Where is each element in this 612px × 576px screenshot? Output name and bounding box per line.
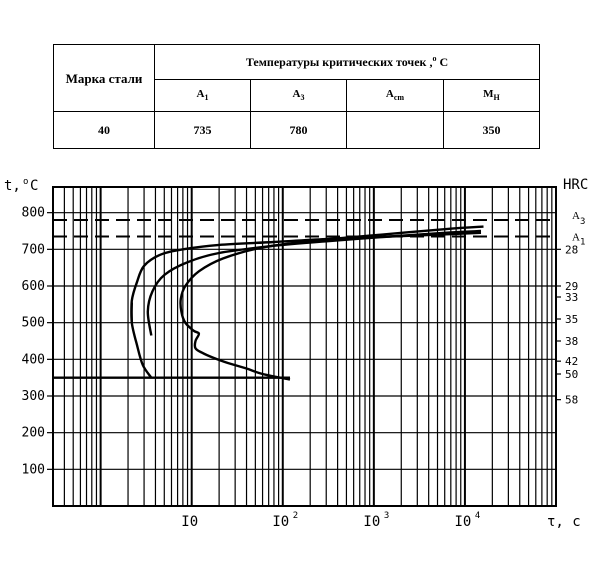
hrc-tick-label: 35 [565,313,579,326]
hrc-tick-label: 29 [565,280,579,293]
x-tick-label: I0 [363,514,381,530]
cell-a3: 780 [251,112,347,149]
col-a1-base: A [196,88,205,101]
y-tick-label: 500 [21,315,45,331]
col-acm-base: A [385,88,394,101]
x-tick-label: I0 [181,514,199,530]
cell-a1: 735 [155,112,251,149]
col-a3-base: A [292,88,301,101]
y-tick-label: 800 [21,205,45,221]
hrc-tick-label: 50 [565,368,579,381]
x-axis-label: τ, с [547,514,581,530]
y-tick-label: 600 [21,279,45,294]
y-tick-label: 100 [21,462,45,478]
col-acm-sub: cm [393,93,405,103]
hrc-tick-label: 28 [565,243,579,257]
cell-mh: 350 [443,112,539,149]
y-axis-label: t, [4,178,21,194]
hrc-tick-label: 38 [565,335,579,348]
x-tick-label: I0 [272,514,290,530]
x-tick-exponent: 4 [474,511,481,521]
y-tick-label: 700 [21,242,45,258]
y-tick-label: 200 [21,425,45,441]
y-tick-label: 400 [21,352,45,368]
critical-temps-unit: C [439,55,449,69]
hrc-axis-label: HRC [563,177,589,193]
x-tick-exponent: 3 [383,511,390,521]
y-axis-unit: C [30,178,39,194]
col-mh-base: M [483,88,494,101]
steel-grade-header: Марка стали [54,45,155,112]
col-a1-sub: 1 [204,93,209,103]
x-tick-label: I0 [454,514,472,530]
critical-label-a1: A [572,231,580,244]
grid [47,187,561,506]
critical-label-a3: A [572,210,580,222]
hrc-tick-label: 33 [565,291,579,304]
y-axis-degree: o [23,177,29,187]
critical-temps-degree: o [432,54,437,63]
col-a3-sub: 3 [300,93,305,103]
hrc-tick-label: 58 [565,393,579,407]
x-tick-exponent: 2 [292,511,299,521]
cell-grade: 40 [54,112,155,149]
col-mh-sub: H [493,93,500,103]
hrc-tick-label: 42 [565,355,579,369]
critical-label-sub: 3 [580,217,586,227]
critical-label-sub: 1 [580,237,586,248]
critical-temps-header-text: Температуры критических точек , [245,55,433,69]
y-tick-label: 300 [21,389,45,404]
